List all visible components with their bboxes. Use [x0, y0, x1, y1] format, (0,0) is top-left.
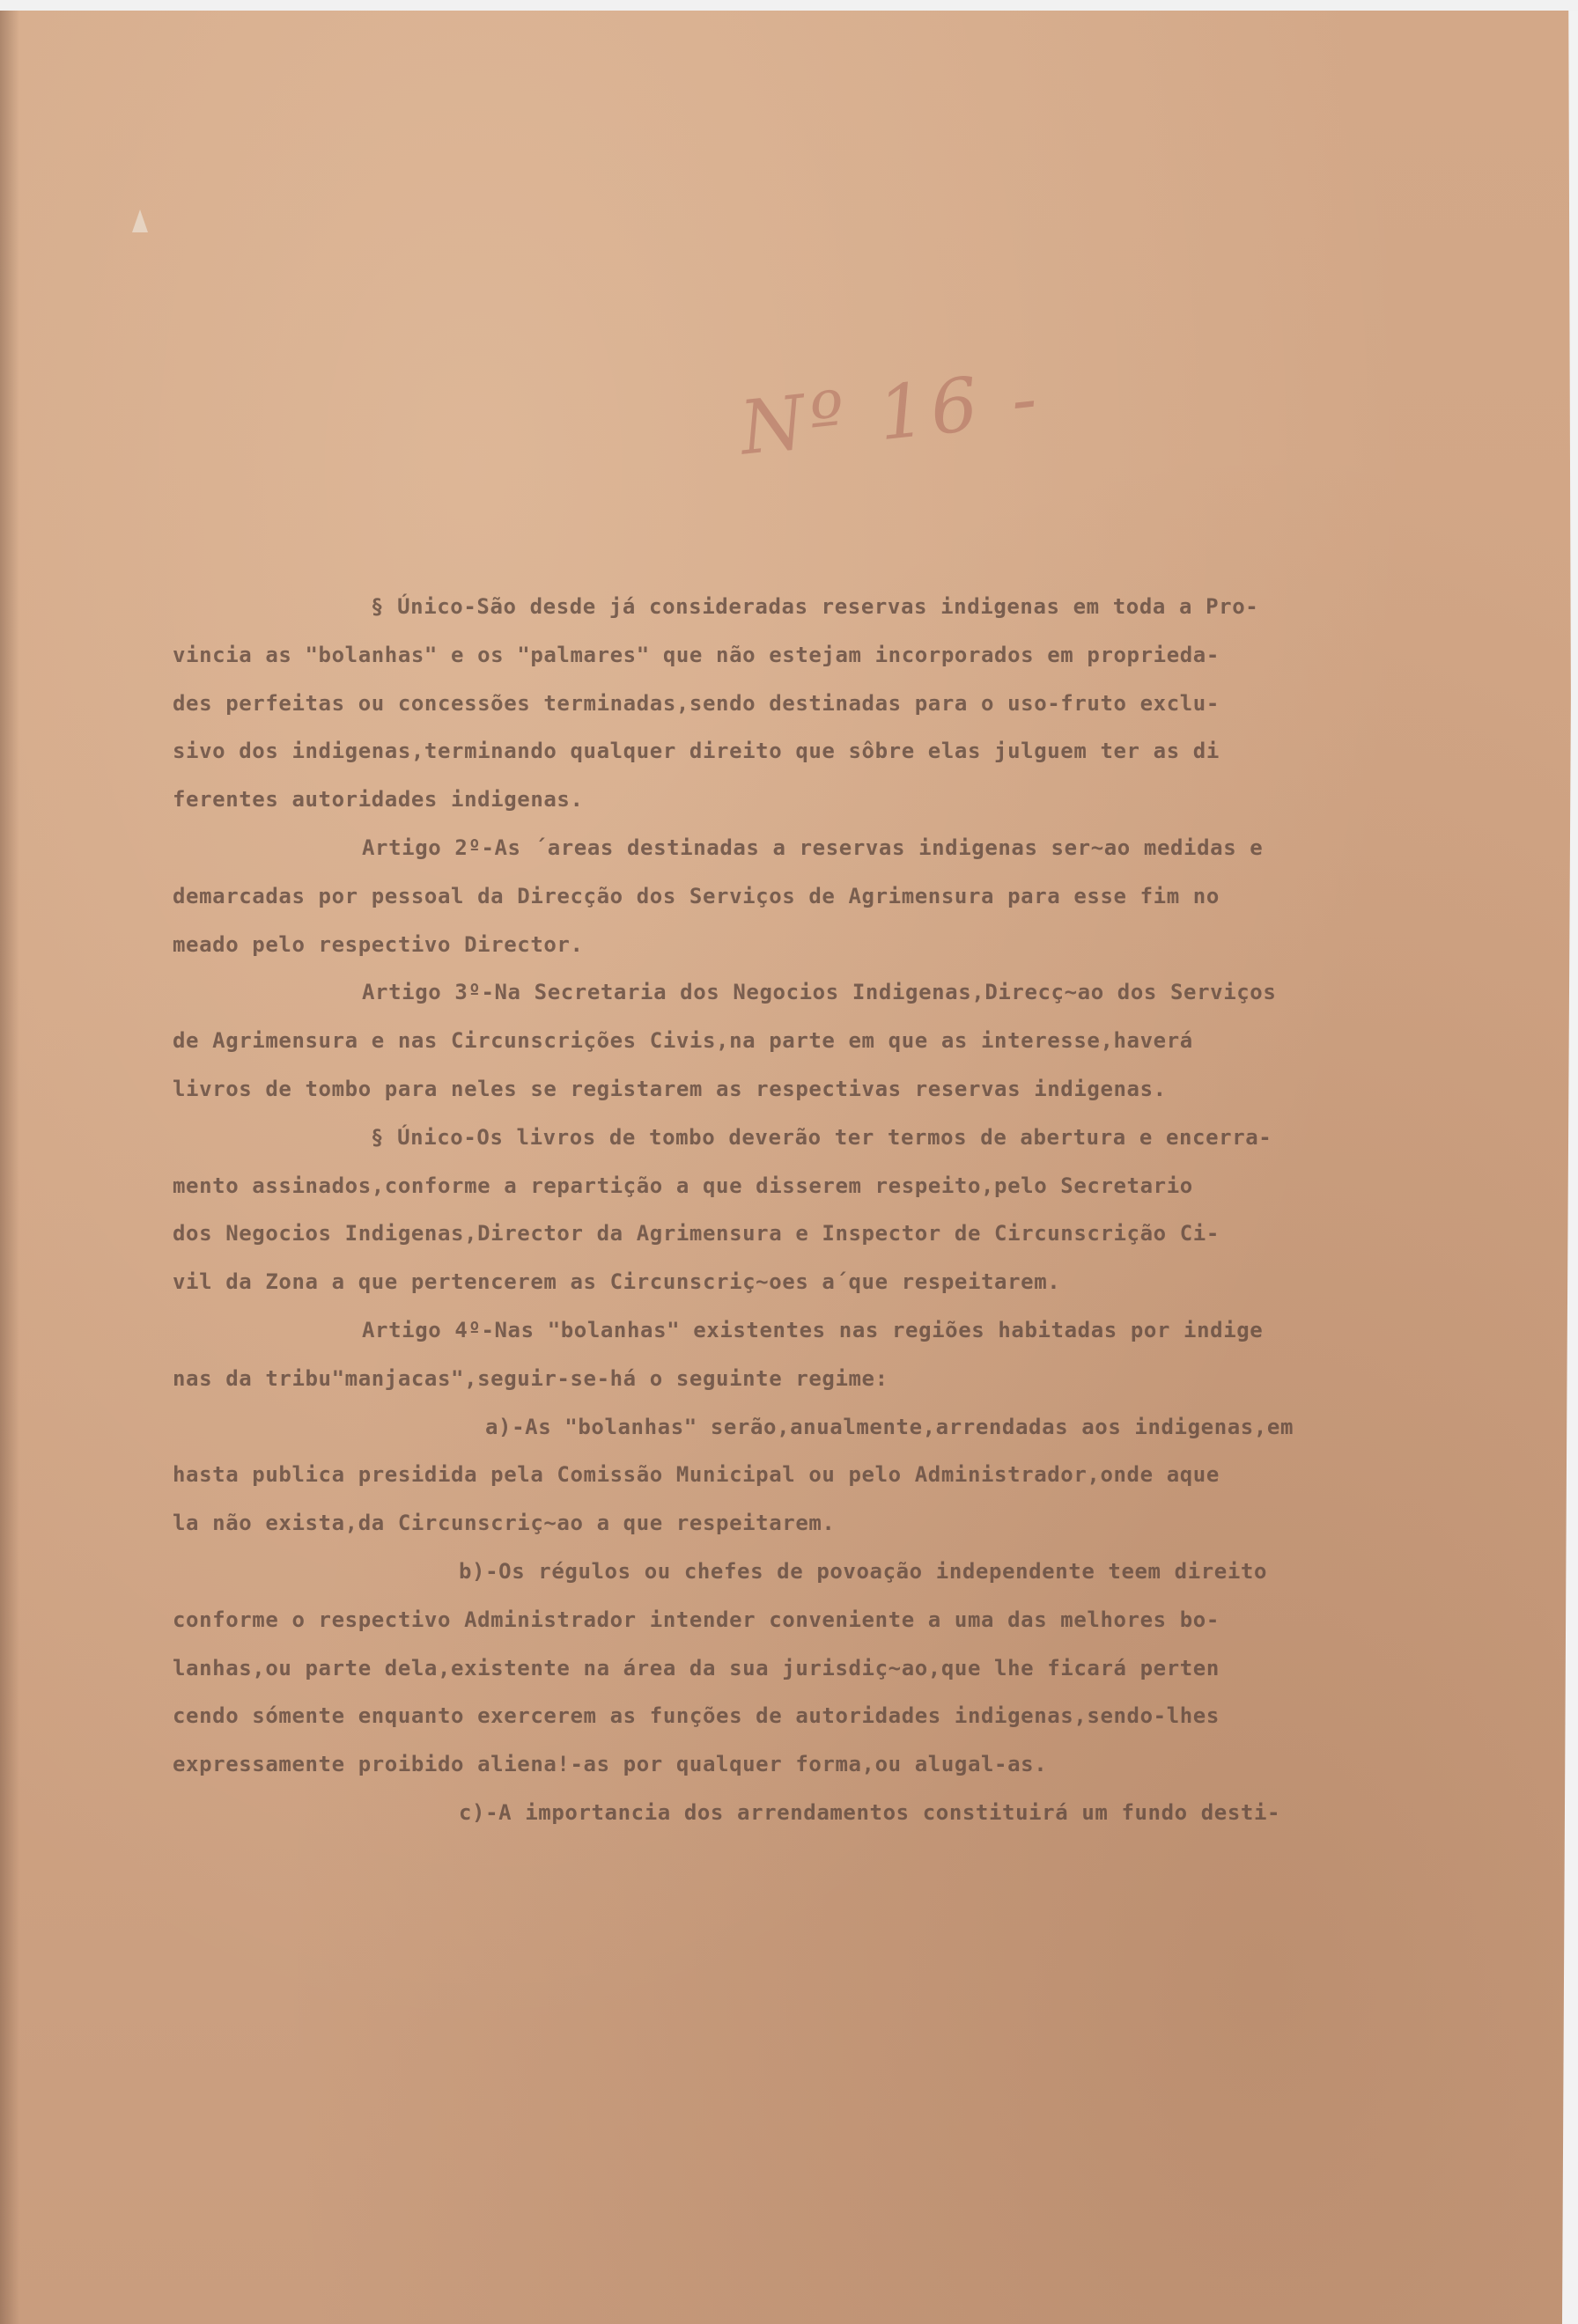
text-line: vincia as "bolanhas" e os "palmares" que não estejam incorporados em proprieda-	[173, 642, 1220, 667]
text-line: c)-A importancia dos arrendamentos constituirá um fundo desti-	[459, 1799, 1281, 1825]
text-line: § Único-Os livros de tombo deverão ter termos de abertura e encerra-	[371, 1124, 1272, 1150]
text-line: meado pelo respectivo Director.	[173, 931, 584, 957]
text-line: b)-Os régulos ou chefes de povoação independente teem direito	[459, 1558, 1268, 1584]
text-line: a)-As "bolanhas" serão,anualmente,arrendadas aos indigenas,em	[485, 1414, 1294, 1439]
paper-edge	[1562, 0, 1578, 2324]
text-line: de Agrimensura e nas Circunscrições Civis,na parte em que as interesse,haverá	[173, 1028, 1193, 1054]
typed-text-body	[173, 583, 1560, 1837]
text-line: sivo dos indigenas,terminando qualquer direito que sôbre elas julguem ter as di	[173, 739, 1220, 764]
text-line: Artigo 2º-As ´areas destinadas a reservas indigenas ser~ao medidas e	[362, 835, 1264, 860]
text-line: ferentes autoridades indigenas.	[173, 787, 584, 813]
text-line: des perfeitas ou concessões terminadas,sendo destinadas para o uso-fruto exclu-	[173, 690, 1220, 716]
text-line: la não exista,da Circunscriç~ao a que respeitarem.	[173, 1511, 836, 1536]
text-line: lanhas,ou parte dela,existente na área da sua jurisdiç~ao,que lhe ficará perten	[173, 1655, 1220, 1680]
text-line: Artigo 4º-Nas "bolanhas" existentes nas regiões habitadas por indige	[362, 1317, 1264, 1342]
text-line: § Único-São desde já consideradas reservas indigenas em toda a Pro-	[371, 594, 1259, 619]
text-line: expressamente proibido aliena!-as por qualquer forma,ou alugal-as.	[173, 1752, 1048, 1777]
text-line: Artigo 3º-Na Secretaria dos Negocios Indigenas,Direcç~ao dos Serviços	[362, 980, 1277, 1005]
text-line: hasta publica presidida pela Comissão Municipal ou pelo Administrador,onde aque	[173, 1462, 1220, 1488]
text-line: conforme o respectivo Administrador intender conveniente a uma das melhores bo-	[173, 1607, 1220, 1632]
handwritten-page-number: Nº 16 -	[735, 354, 1046, 472]
text-line: mento assinados,conforme a repartição a que disserem respeito,pelo Secretario	[173, 1173, 1193, 1198]
text-line: cendo sómente enquanto exercerem as funções de autoridades indigenas,sendo-lhes	[173, 1703, 1220, 1729]
paper-tear	[132, 210, 148, 232]
text-line: dos Negocios Indigenas,Director da Agrimensura e Inspector de Circunscrição Ci-	[173, 1221, 1220, 1247]
text-line: demarcadas por pessoal da Direcção dos Serviços de Agrimensura para esse fim no	[173, 883, 1220, 908]
text-line: vil da Zona a que pertencerem as Circunscriç~oes a´que respeitarem.	[173, 1269, 1061, 1295]
text-line: livros de tombo para neles se registarem as respectivas reservas indigenas.	[173, 1076, 1167, 1101]
text-line: nas da tribu"manjacas",seguir-se-há o seguinte regime:	[173, 1365, 889, 1391]
